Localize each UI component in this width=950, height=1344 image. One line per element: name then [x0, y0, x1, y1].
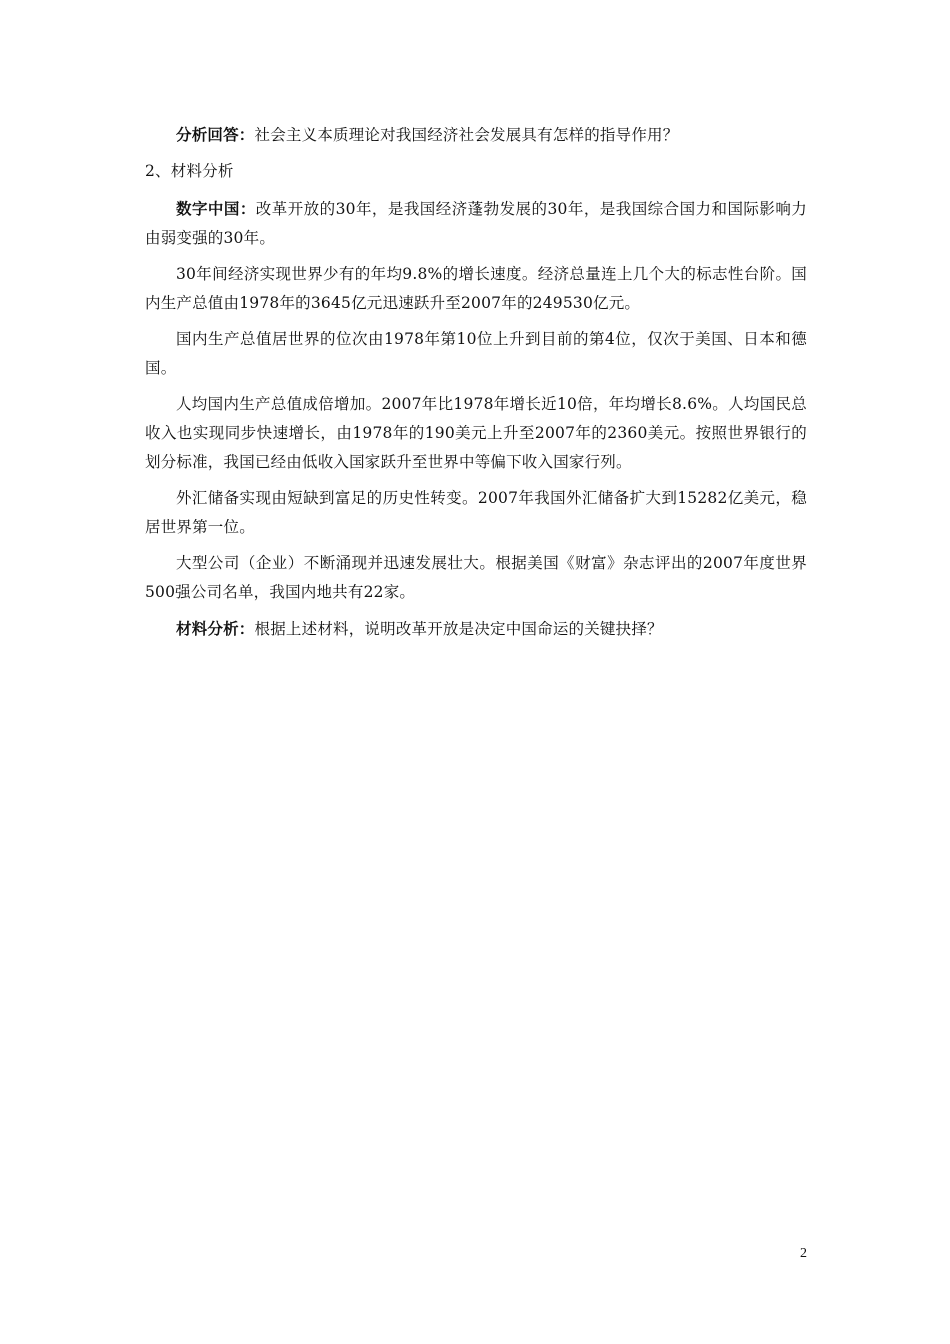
intro-paragraph	[145, 194, 807, 253]
section-2-heading: 2、材料分析	[145, 162, 234, 180]
intro-label: 数字中国：	[176, 199, 256, 218]
page-number: 2	[800, 1246, 807, 1261]
paragraph-per-capita: 人均国内生产总值成倍增加。2007年比1978年增长近10倍，年均增长8.6%。人均国民总收入也实现同步快速增长，由1978年的190美元上升至2007年的2360美元。按照世界银行的划分标准，我国已经由低收入国家跃升至世界中等偏下收入国家行列。	[145, 395, 807, 471]
question-1-label: 分析回答：	[176, 125, 255, 144]
paragraph-companies: 大型公司（企业）不断涌现并迅速发展壮大。根据美国《财富》杂志评出的2007年度世界500强公司名单，我国内地共有22家。	[145, 554, 807, 601]
question-1	[145, 120, 807, 150]
paragraph-ranking: 国内生产总值居世界的位次由1978年第10位上升到目前的第4位，仅次于美国、日本和德国。	[145, 330, 807, 377]
question-2-text: 根据上述材料，说明改革开放是决定中国命运的关键抉择？	[254, 620, 663, 638]
paragraph-reserves: 外汇储备实现由短缺到富足的历史性转变。2007年我国外汇储备扩大到15282亿美元，稳居世界第一位。	[145, 489, 807, 536]
document-body	[145, 120, 807, 651]
question-2-label: 材料分析：	[176, 619, 255, 638]
intro-text: 改革开放的30年，是我国经济蓬勃发展的30年，是我国综合国力和国际影响力由弱变强的30年。	[145, 200, 807, 247]
question-1-text: 社会主义本质理论对我国经济社会发展具有怎样的指导作用？	[254, 126, 679, 144]
paragraph-growth: 30年间经济实现世界少有的年均9.8%的增长速度。经济总量连上几个大的标志性台阶。国内生产总值由1978年的3645亿元迅速跃升至2007年的249530亿元。	[145, 265, 807, 312]
question-2	[145, 614, 807, 644]
